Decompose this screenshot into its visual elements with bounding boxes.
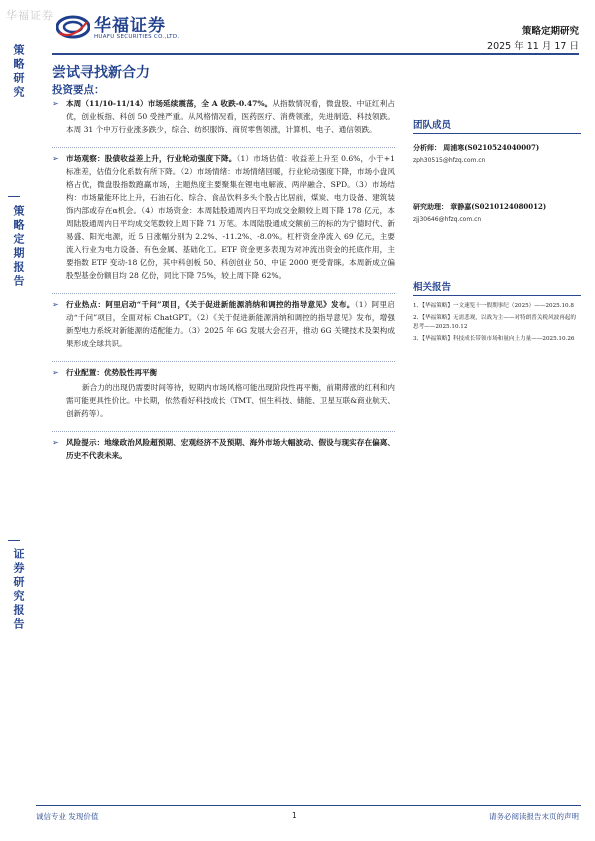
side-label-strategy-research bbox=[4, 44, 32, 100]
key-point-body: 新合力的出现仍需要时间等待，短期内市场风格可能出现阶段性再平衡，前期滞涨的红利和内需可能更具性价比。中长期，依然看好科技成长（TMT、恒生科技、储能、卫星互联&商业航天、创新药等）。 bbox=[66, 383, 395, 418]
key-point-body: （1）阿里启动“千问”项目，全面对标 ChatGPT。（2）《关于促进新能源消纳和调控的指导意见》发布，增强新型电力系统对新能源的适配能力。（3）2025 年 6G 发展大会召开，推动 6G 关键技术及架构成果形成全球共识。 bbox=[66, 300, 395, 348]
member-role: 分析师： bbox=[413, 143, 441, 152]
key-point-headline: 行业配置：优势股性再平衡 bbox=[66, 368, 158, 377]
related-reports-section bbox=[413, 279, 581, 346]
arrow-icon: ➢ bbox=[52, 99, 59, 108]
key-point-paragraph bbox=[52, 361, 395, 420]
key-point-body: 从指数情况看，微盘股、中证红利占优，创业板指、科创 50 受挫严重。从风格情况看，医药医疗、消费领涨，先进制造、科技领跌。本周 31 个中万行业涨多跌少，综合、纺织服饰、商贸零售领涨，计算机、电子、通信领跌。 bbox=[66, 99, 395, 134]
related-heading: 相关报告 bbox=[413, 279, 581, 296]
arrow-icon: ➢ bbox=[52, 300, 59, 309]
side-label-text: 策略定期报告 bbox=[12, 205, 25, 289]
team-member bbox=[413, 142, 581, 167]
member-name: 章静嘉(S0210124080012) bbox=[450, 202, 547, 211]
related-report-link[interactable]: 2、【华福策略】无需悲观，以战为主——对特朗普关税风波再起的思考——2025.10.12 bbox=[413, 314, 576, 330]
key-point-headline: 市场观察：股债收益差上升，行业轮动强度下降。 bbox=[66, 154, 237, 163]
key-point-paragraph bbox=[52, 147, 395, 282]
member-email[interactable]: zjj30646@hfzq.com.cn bbox=[413, 216, 482, 223]
report-date: 2025 年 11 月 17 日 bbox=[487, 41, 579, 52]
watermark: 华福证券 bbox=[6, 9, 54, 22]
side-label-periodic-report bbox=[4, 205, 32, 289]
team-member bbox=[413, 201, 581, 226]
side-divider bbox=[8, 196, 20, 197]
member-role: 研究助理： bbox=[413, 202, 448, 211]
key-point-paragraph bbox=[52, 97, 395, 136]
side-divider bbox=[8, 540, 20, 541]
arrow-icon: ➢ bbox=[52, 154, 59, 163]
member-name: 周浦寒(S0210524040007) bbox=[443, 143, 540, 152]
side-label-text: 策略研究 bbox=[12, 44, 25, 100]
page-number: 1 bbox=[292, 811, 297, 820]
arrow-icon: ➢ bbox=[52, 438, 59, 447]
arrow-icon: ➢ bbox=[52, 368, 59, 377]
related-reports-list bbox=[413, 302, 581, 344]
header-divider bbox=[52, 53, 579, 55]
section-title: 投资要点： bbox=[52, 84, 105, 96]
side-label-securities-report bbox=[4, 548, 32, 632]
logo-name-en: HUAFU SECURITIES CO.,LTD. bbox=[94, 34, 180, 40]
related-report-link[interactable]: 3、【华福策略】科技成长带领市场和量向上力量——2025.10.26 bbox=[413, 335, 575, 342]
key-point-paragraph bbox=[52, 293, 395, 350]
footer-slogan: 诚信专业 发现价值 bbox=[36, 812, 99, 821]
footer-divider bbox=[36, 805, 581, 806]
team-section bbox=[413, 117, 581, 226]
related-report-link[interactable]: 1、【华福策略】一文速览十一假期事纪（2025）——2025.10.8 bbox=[413, 303, 574, 309]
report-title: 尝试寻找新合力 bbox=[52, 65, 150, 81]
report-type: 策略定期研究 bbox=[521, 26, 579, 37]
side-label-text: 证券研究报告 bbox=[12, 548, 25, 632]
risk-warning: 风险提示：地缘政治风险超预期、宏观经济不及预期、海外市场大幅波动、假设与现实存在偏离、历史不代表未来。 bbox=[66, 438, 395, 460]
team-heading: 团队成员 bbox=[413, 117, 581, 134]
key-point-paragraph bbox=[52, 431, 395, 462]
logo-name-cn: 华福证券 bbox=[94, 16, 166, 36]
company-logo bbox=[56, 9, 216, 45]
key-point-headline: 行业热点：阿里启动“千问”项目，《关于促进新能源消纳和调控的指导意见》发布。 bbox=[66, 300, 355, 309]
key-point-headline: 本周（11/10-11/14）市场延续震荡，全 A 收跌-0.47%。 bbox=[66, 99, 273, 108]
footer-disclaimer: 请务必阅读报告末页的声明 bbox=[489, 812, 579, 821]
key-point-body: （1）市场估值：收益差上升至 0.6%，小于+1 标准差，估值分化系数有所下降。（2）市场情绪：市场情绪回暖，行业轮动强度下降，市场小盘风格占优，微盘股指数跑赢市场，主题热度主要聚集在锂电电解液、两岸融合、SPD。（3）市场结构：市场量能环比上升，石油石化、综合、食品饮料多头个股占比居前，煤炭、电力设备、建筑装饰内部或存在α机会。（4）市场资金：本周陆股通周内日平均成交金额较上周下降 178 亿元，本周陆股通周内日平均成交笔数较上周下降 71 万笔。本周陆股通成交额前三的标的为宁德时代、新易盛、阳光电源，近 5 日涨幅分别为 2.2%、-11.2%、-8.0%。杠杆资金净流入 69 亿元，主要流入行业为电力设备、有色金属、基础化工。ETF 资金更多表现为对冲流出资金的托底作用，主要指数 ETF 变动-18 亿份，其中科创板 50、科创创业 50、中证 2000 更受青睐。本周新成立偏股型基金份额目均 28 亿份，同比下降 75%，较上周下降 62%。 bbox=[66, 154, 396, 280]
member-email[interactable]: zph30515@hfzq.com.cn bbox=[413, 157, 486, 164]
logo-icon bbox=[56, 10, 90, 44]
key-points bbox=[52, 97, 395, 473]
